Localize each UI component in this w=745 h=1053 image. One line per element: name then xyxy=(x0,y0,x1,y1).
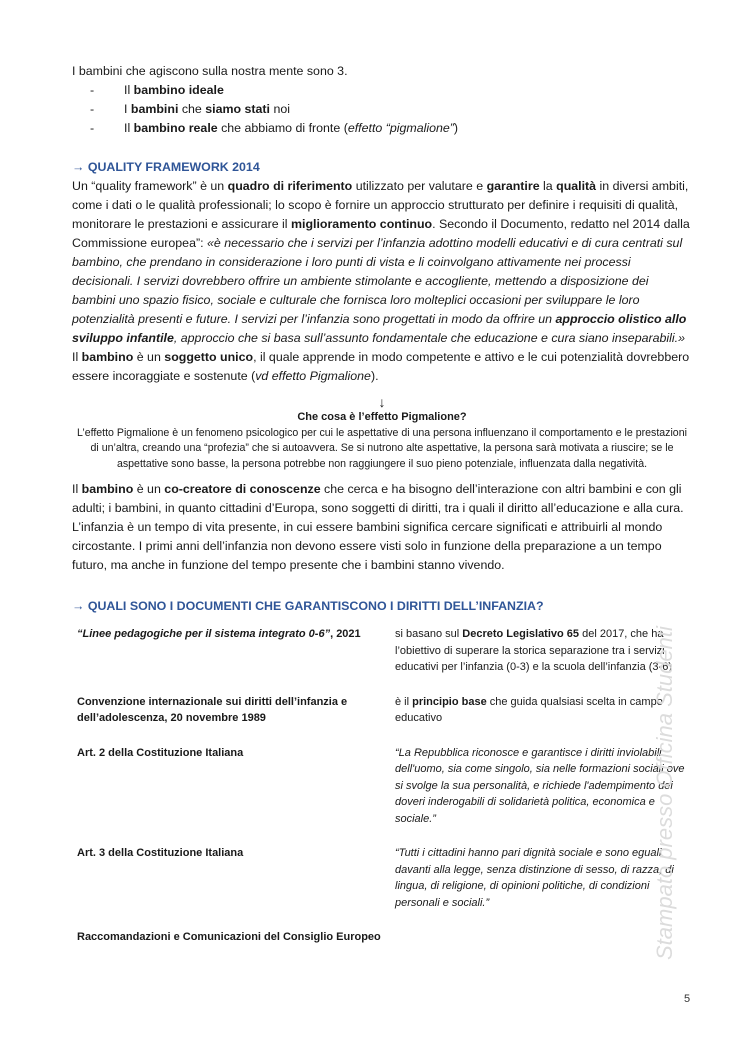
bold-text: principio base xyxy=(412,695,487,708)
document-description xyxy=(395,694,692,745)
bold-text: bambino reale xyxy=(133,121,218,135)
table-row xyxy=(72,845,692,929)
text: noi xyxy=(270,102,290,116)
document-name xyxy=(72,845,395,929)
document-description xyxy=(395,626,692,694)
text: utilizzato per valutare e xyxy=(352,179,487,193)
text: , il quale apprende in modo competente e attivo e le cui potenzialità dovrebbero essere incoraggiate e sostenute ( xyxy=(72,350,690,383)
document-name xyxy=(72,626,395,694)
document-description xyxy=(395,845,692,929)
text: Un “quality framework” è un xyxy=(72,179,228,193)
table-row xyxy=(72,694,692,745)
text: del 2017, che ha l’obiettivo di superare la storica separazione tra i servizi educativi per l’infanzia (0-3) e la scuola dell’infanzia (3-6) xyxy=(395,628,672,673)
text: che cerca e ha bisogno dell’interazione con altri bambini e con gli adulti; i bambini, in quanto cittadini d’Europa, sono soggetti di diritti, tra i quali il diritto all’educazione e alla cura. L’infanzia è un tempo di vita presente, in cui essere bambini significa cercare significati e attribuirli al mondo circostante. I primi anni dell’infanzia non devono essere visti solo in funzione della preparazione a un tempo futuro, ma anche in funzione del tempo presente che i bambini stanno vivendo. xyxy=(72,482,684,572)
documenti-heading: → QUALI SONO I DOCUMENTI CHE GARANTISCONO I DIRITTI DELL’INFANZIA? xyxy=(72,599,544,613)
text: si basano sul xyxy=(395,628,463,640)
bold-text: bambino xyxy=(81,350,134,364)
soggetto-unico-paragraph xyxy=(72,348,692,386)
bold-text: miglioramento continuo xyxy=(291,217,433,231)
text: che abbiamo di fronte ( xyxy=(217,121,348,135)
quote-text: “Tutti i cittadini hanno pari dignità sociale e sono eguali davanti alla legge, senza distinzione di sesso, di razza, di lingua, di religione, di opinioni politiche, di condizioni personali e sociali.” xyxy=(395,847,674,909)
text: Il xyxy=(124,121,134,135)
bullet-item xyxy=(90,100,692,119)
text: Convenzione internazionale sui diritti dell’infanzia e dell’adolescenza, 20 novembre 1989 xyxy=(77,695,348,724)
text: che xyxy=(178,102,206,116)
document-name xyxy=(72,745,395,846)
text: è il xyxy=(395,695,413,708)
text: la xyxy=(539,179,557,193)
bullet-item xyxy=(90,81,692,100)
bold-text: bambini xyxy=(130,102,179,116)
documenti-table xyxy=(72,626,692,964)
text: I xyxy=(124,102,131,116)
bold-text: quadro di riferimento xyxy=(227,179,353,193)
pigmalione-title: Che cosa è l’effetto Pigmalione? xyxy=(297,411,467,423)
text: Il xyxy=(72,482,82,496)
text: in diversi ambiti, come i dati o le qualità professionali; lo scopo è fornire un approccio strutturato per definire i requisiti di qualità, monitorare le prestazioni e assicurare il xyxy=(72,179,689,231)
italic-text: vd effetto Pigmalione xyxy=(255,369,371,383)
table-row xyxy=(72,745,692,846)
text: ). xyxy=(370,369,379,383)
text: Il xyxy=(124,83,134,97)
document-page xyxy=(72,62,692,964)
page-number: 5 xyxy=(684,993,691,1005)
watermark: Stampato presso Officina Studenti xyxy=(652,626,677,960)
pigmalione-text: L’effetto Pigmalione è un fenomeno psicologico per cui le aspettative di una persona influenzano il comportamento e le prestazioni di un’altra, creando una “profezia” che si autoavvera. Se si nutrono alte aspettative, la persona sarà motivata a riuscire; se le aspettative sono basse, la persona potrebbe non raggiungere il suo pieno potenziale, influenzata dalla negatività. xyxy=(77,426,687,470)
text: che guida qualsiasi scelta in campo educativo xyxy=(395,695,663,724)
bullet-item xyxy=(90,119,692,138)
text: . Secondo il Documento, redatto nel 2014 dalla Commissione europea”: xyxy=(72,217,690,250)
bold-text: garantire xyxy=(486,179,540,193)
quality-framework-heading: → QUALITY FRAMEWORK 2014 xyxy=(72,160,260,174)
quote-text: «è necessario che i servizi per l’infanzia adottino modelli educativi e di cura centrati sul bambino, che prendano in considerazione i loro punti di vista e li coinvolgano attivamente nei processi decisionali. I servizi dovrebbero offrire un ambiente stimolante e accogliente, mettendo a disposizione dei bambini uno spazio fisico, sociale e culturale che fornisca loro molteplici occasioni per sviluppare le loro potenzialità presenti e future. I servizi per l’infanzia sono progettati in modo da offrire un xyxy=(72,236,683,326)
text: ) xyxy=(453,121,459,135)
quote-text: , approccio che si basa sull’assunto fondamentale che educazione e cura siano inseparabili.» xyxy=(173,331,685,345)
text: Raccomandazioni e Comunicazioni del Consiglio Europeo xyxy=(77,931,381,943)
document-name xyxy=(72,694,395,745)
text: , 2021 xyxy=(330,628,361,640)
co-creatore-paragraph xyxy=(72,480,692,575)
table-row xyxy=(72,929,692,964)
document-description xyxy=(395,745,692,846)
arrow-down-icon: ↓ xyxy=(378,394,386,410)
text: Art. 3 della Costituzione Italiana xyxy=(77,847,244,859)
bold-text: soggetto unico xyxy=(164,350,254,364)
quote-text: “La Repubblica riconosce e garantisce i diritti inviolabili dell'uomo, sia come singolo, sia nelle formazioni sociali ove si svolge la sua personalità, e richiede l'adempimento dei doveri inderogabili di solidarietà politica, economica e sociale.” xyxy=(395,746,685,825)
intro-line: I bambini che agiscono sulla nostra mente sono 3. xyxy=(72,64,348,78)
text: è un xyxy=(133,350,165,364)
document-name xyxy=(72,929,692,964)
bold-text: siamo stati xyxy=(205,102,270,116)
bold-italic-text: approccio olistico allo sviluppo infantile xyxy=(72,312,687,345)
bold-text: bambino xyxy=(81,482,134,496)
text: Art. 2 della Costituzione Italiana xyxy=(77,746,244,759)
table-row xyxy=(72,626,692,694)
bold-text: Decreto Legislativo 65 xyxy=(462,628,580,640)
intro-bullet-list xyxy=(72,81,692,138)
pigmalione-box xyxy=(72,394,692,472)
text: Il xyxy=(72,350,82,364)
bold-text: bambino ideale xyxy=(133,83,224,97)
bold-text: co-creatore di conoscenze xyxy=(164,482,321,496)
bold-text: qualità xyxy=(556,179,597,193)
italic-text: effetto “pigmalione” xyxy=(347,121,454,135)
quality-framework-paragraph xyxy=(72,177,692,348)
text: è un xyxy=(133,482,165,496)
italic-title: “Linee pedagogiche per il sistema integrato 0-6” xyxy=(77,628,331,640)
